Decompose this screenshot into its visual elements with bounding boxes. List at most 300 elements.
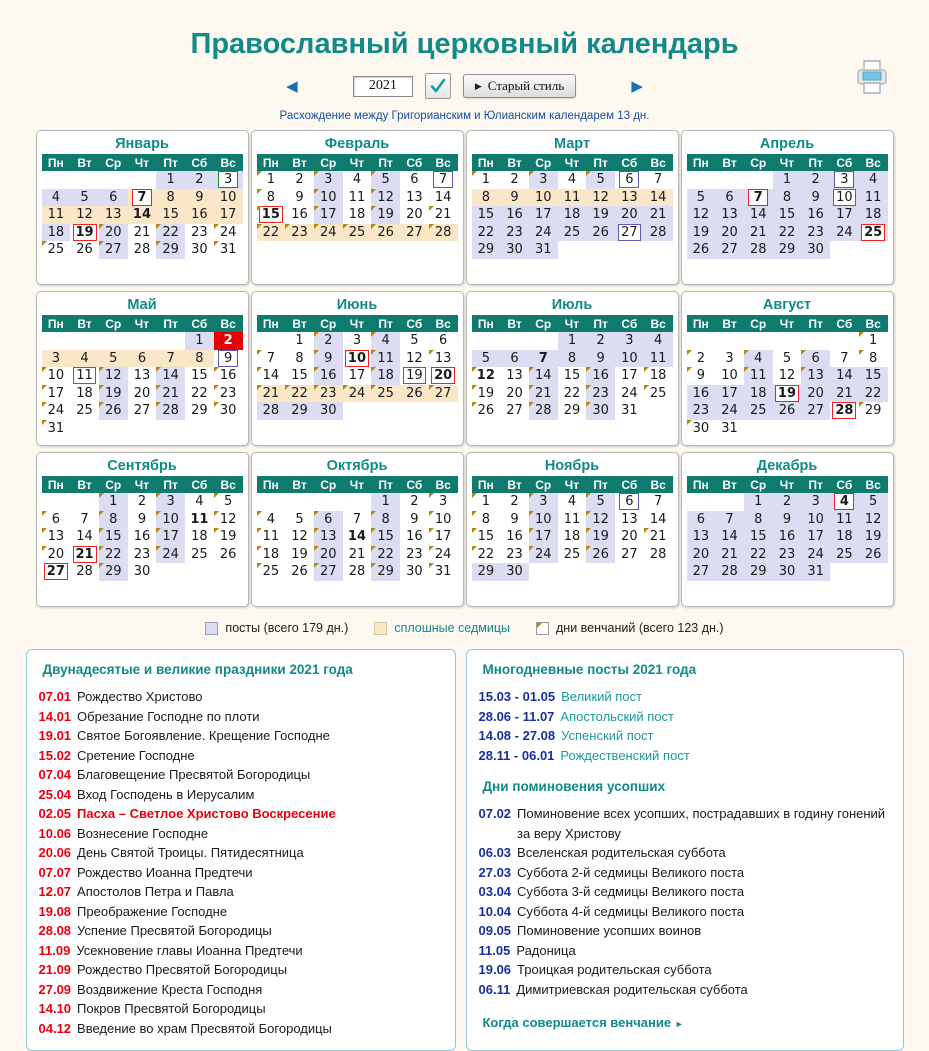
day-cell[interactable]	[801, 206, 830, 224]
day-cell[interactable]	[644, 224, 673, 242]
day-cell[interactable]	[644, 546, 673, 564]
day-cell[interactable]	[558, 402, 587, 420]
day-cell[interactable]	[687, 241, 716, 259]
day-cell[interactable]	[185, 171, 214, 189]
day-cell[interactable]	[285, 224, 314, 242]
day-cell[interactable]	[156, 493, 185, 511]
day-cell[interactable]	[529, 528, 558, 546]
day-cell[interactable]	[285, 546, 314, 564]
day-cell[interactable]	[472, 402, 501, 420]
day-cell[interactable]	[343, 171, 372, 189]
day-cell[interactable]	[371, 385, 400, 403]
day-cell[interactable]	[400, 546, 429, 564]
day-cell[interactable]	[644, 528, 673, 546]
day-cell[interactable]	[801, 563, 830, 581]
day-cell[interactable]	[529, 171, 558, 189]
list-item[interactable]	[39, 960, 443, 980]
list-item[interactable]	[39, 999, 443, 1019]
day-cell[interactable]	[586, 528, 615, 546]
day-cell[interactable]	[472, 171, 501, 189]
day-cell[interactable]	[715, 385, 744, 403]
day-cell[interactable]	[830, 493, 859, 511]
day-cell[interactable]	[128, 241, 157, 259]
day-cell[interactable]	[529, 385, 558, 403]
day-cell[interactable]	[343, 511, 372, 529]
day-cell[interactable]	[586, 493, 615, 511]
day-cell[interactable]	[859, 171, 888, 189]
day-cell[interactable]	[42, 563, 71, 581]
day-cell[interactable]	[257, 563, 286, 581]
day-cell[interactable]	[70, 385, 99, 403]
day-cell[interactable]	[830, 402, 859, 420]
day-cell[interactable]	[285, 332, 314, 350]
day-cell[interactable]	[830, 350, 859, 368]
list-item[interactable]	[39, 687, 443, 707]
list-item[interactable]	[479, 746, 891, 766]
day-cell[interactable]	[257, 528, 286, 546]
day-cell[interactable]	[644, 350, 673, 368]
day-cell[interactable]	[314, 206, 343, 224]
day-cell[interactable]	[744, 563, 773, 581]
day-cell[interactable]	[558, 206, 587, 224]
day-cell[interactable]	[859, 224, 888, 242]
list-item[interactable]	[479, 921, 891, 941]
list-item[interactable]	[39, 902, 443, 922]
day-cell[interactable]	[42, 241, 71, 259]
day-cell[interactable]	[128, 402, 157, 420]
day-cell[interactable]	[644, 493, 673, 511]
list-item[interactable]	[479, 980, 891, 1000]
day-cell[interactable]	[429, 528, 458, 546]
day-cell[interactable]	[859, 546, 888, 564]
day-cell[interactable]	[99, 546, 128, 564]
day-cell[interactable]	[343, 332, 372, 350]
day-cell[interactable]	[314, 528, 343, 546]
day-cell[interactable]	[773, 493, 802, 511]
day-cell[interactable]	[99, 511, 128, 529]
prev-year-button[interactable]: ◀	[286, 77, 298, 95]
day-cell[interactable]	[70, 563, 99, 581]
day-cell[interactable]	[801, 528, 830, 546]
day-cell[interactable]	[285, 528, 314, 546]
day-cell[interactable]	[156, 189, 185, 207]
day-cell[interactable]	[314, 402, 343, 420]
day-cell[interactable]	[314, 367, 343, 385]
day-cell[interactable]	[687, 546, 716, 564]
day-cell[interactable]	[257, 367, 286, 385]
day-cell[interactable]	[128, 528, 157, 546]
day-cell[interactable]	[156, 171, 185, 189]
day-cell[interactable]	[128, 224, 157, 242]
day-cell[interactable]	[558, 367, 587, 385]
day-cell[interactable]	[744, 546, 773, 564]
day-cell[interactable]	[314, 511, 343, 529]
day-cell[interactable]	[99, 528, 128, 546]
day-cell[interactable]	[42, 511, 71, 529]
day-cell[interactable]	[42, 528, 71, 546]
day-cell[interactable]	[185, 367, 214, 385]
day-cell[interactable]	[500, 546, 529, 564]
day-cell[interactable]	[773, 241, 802, 259]
day-cell[interactable]	[529, 511, 558, 529]
list-item[interactable]	[39, 707, 443, 727]
day-cell[interactable]	[830, 546, 859, 564]
day-cell[interactable]	[285, 385, 314, 403]
day-cell[interactable]	[687, 420, 716, 438]
list-item[interactable]	[479, 804, 891, 843]
day-cell[interactable]	[500, 563, 529, 581]
day-cell[interactable]	[214, 402, 243, 420]
day-cell[interactable]	[472, 189, 501, 207]
day-cell[interactable]	[42, 402, 71, 420]
day-cell[interactable]	[285, 402, 314, 420]
day-cell[interactable]	[429, 350, 458, 368]
day-cell[interactable]	[128, 493, 157, 511]
day-cell[interactable]	[214, 171, 243, 189]
day-cell[interactable]	[644, 189, 673, 207]
day-cell[interactable]	[687, 511, 716, 529]
day-cell[interactable]	[472, 224, 501, 242]
wedding-info-link[interactable]	[483, 1015, 891, 1030]
day-cell[interactable]	[644, 332, 673, 350]
day-cell[interactable]	[42, 367, 71, 385]
day-cell[interactable]	[500, 528, 529, 546]
day-cell[interactable]	[801, 171, 830, 189]
day-cell[interactable]	[99, 563, 128, 581]
day-cell[interactable]	[801, 511, 830, 529]
day-cell[interactable]	[156, 528, 185, 546]
day-cell[interactable]	[214, 332, 243, 350]
list-item[interactable]	[479, 882, 891, 902]
day-cell[interactable]	[472, 511, 501, 529]
day-cell[interactable]	[371, 528, 400, 546]
list-item[interactable]	[39, 804, 443, 824]
day-cell[interactable]	[70, 546, 99, 564]
day-cell[interactable]	[257, 206, 286, 224]
list-item[interactable]	[479, 707, 891, 727]
day-cell[interactable]	[185, 546, 214, 564]
day-cell[interactable]	[687, 206, 716, 224]
day-cell[interactable]	[744, 511, 773, 529]
day-cell[interactable]	[42, 350, 71, 368]
day-cell[interactable]	[558, 332, 587, 350]
day-cell[interactable]	[314, 189, 343, 207]
day-cell[interactable]	[615, 189, 644, 207]
day-cell[interactable]	[558, 350, 587, 368]
day-cell[interactable]	[42, 546, 71, 564]
day-cell[interactable]	[801, 493, 830, 511]
day-cell[interactable]	[214, 528, 243, 546]
day-cell[interactable]	[429, 563, 458, 581]
day-cell[interactable]	[371, 493, 400, 511]
day-cell[interactable]	[285, 189, 314, 207]
day-cell[interactable]	[400, 511, 429, 529]
day-cell[interactable]	[558, 511, 587, 529]
day-cell[interactable]	[99, 385, 128, 403]
day-cell[interactable]	[687, 224, 716, 242]
day-cell[interactable]	[859, 493, 888, 511]
day-cell[interactable]	[156, 546, 185, 564]
day-cell[interactable]	[429, 224, 458, 242]
day-cell[interactable]	[343, 563, 372, 581]
list-item[interactable]	[479, 726, 891, 746]
day-cell[interactable]	[859, 189, 888, 207]
day-cell[interactable]	[400, 332, 429, 350]
day-cell[interactable]	[687, 563, 716, 581]
day-cell[interactable]	[128, 350, 157, 368]
old-style-button[interactable]	[463, 74, 576, 98]
day-cell[interactable]	[214, 493, 243, 511]
day-cell[interactable]	[472, 350, 501, 368]
day-cell[interactable]	[500, 367, 529, 385]
list-item[interactable]	[39, 824, 443, 844]
day-cell[interactable]	[801, 224, 830, 242]
day-cell[interactable]	[500, 241, 529, 259]
day-cell[interactable]	[185, 528, 214, 546]
day-cell[interactable]	[801, 367, 830, 385]
day-cell[interactable]	[214, 224, 243, 242]
day-cell[interactable]	[128, 563, 157, 581]
day-cell[interactable]	[615, 402, 644, 420]
day-cell[interactable]	[214, 350, 243, 368]
day-cell[interactable]	[472, 241, 501, 259]
day-cell[interactable]	[214, 206, 243, 224]
list-item[interactable]	[479, 863, 891, 883]
day-cell[interactable]	[429, 332, 458, 350]
day-cell[interactable]	[343, 224, 372, 242]
list-item[interactable]	[39, 1019, 443, 1039]
day-cell[interactable]	[615, 367, 644, 385]
day-cell[interactable]	[586, 546, 615, 564]
day-cell[interactable]	[773, 171, 802, 189]
day-cell[interactable]	[715, 420, 744, 438]
day-cell[interactable]	[529, 350, 558, 368]
day-cell[interactable]	[830, 367, 859, 385]
day-cell[interactable]	[859, 528, 888, 546]
day-cell[interactable]	[472, 493, 501, 511]
apply-year-button[interactable]	[425, 73, 451, 99]
day-cell[interactable]	[500, 402, 529, 420]
day-cell[interactable]	[429, 206, 458, 224]
day-cell[interactable]	[558, 171, 587, 189]
day-cell[interactable]	[99, 493, 128, 511]
day-cell[interactable]	[156, 206, 185, 224]
day-cell[interactable]	[644, 206, 673, 224]
year-input[interactable]	[353, 76, 413, 97]
day-cell[interactable]	[343, 528, 372, 546]
day-cell[interactable]	[400, 189, 429, 207]
day-cell[interactable]	[429, 511, 458, 529]
day-cell[interactable]	[156, 224, 185, 242]
day-cell[interactable]	[42, 189, 71, 207]
day-cell[interactable]	[644, 171, 673, 189]
day-cell[interactable]	[744, 189, 773, 207]
day-cell[interactable]	[285, 350, 314, 368]
day-cell[interactable]	[429, 493, 458, 511]
day-cell[interactable]	[371, 189, 400, 207]
day-cell[interactable]	[529, 241, 558, 259]
day-cell[interactable]	[99, 189, 128, 207]
day-cell[interactable]	[715, 206, 744, 224]
day-cell[interactable]	[586, 224, 615, 242]
day-cell[interactable]	[99, 241, 128, 259]
day-cell[interactable]	[343, 546, 372, 564]
day-cell[interactable]	[257, 546, 286, 564]
day-cell[interactable]	[429, 385, 458, 403]
day-cell[interactable]	[744, 367, 773, 385]
day-cell[interactable]	[371, 224, 400, 242]
day-cell[interactable]	[99, 206, 128, 224]
day-cell[interactable]	[801, 241, 830, 259]
day-cell[interactable]	[744, 241, 773, 259]
day-cell[interactable]	[529, 367, 558, 385]
day-cell[interactable]	[70, 241, 99, 259]
day-cell[interactable]	[830, 511, 859, 529]
day-cell[interactable]	[773, 402, 802, 420]
day-cell[interactable]	[371, 332, 400, 350]
day-cell[interactable]	[185, 224, 214, 242]
day-cell[interactable]	[773, 367, 802, 385]
day-cell[interactable]	[615, 511, 644, 529]
day-cell[interactable]	[99, 402, 128, 420]
day-cell[interactable]	[715, 189, 744, 207]
day-cell[interactable]	[586, 511, 615, 529]
day-cell[interactable]	[744, 224, 773, 242]
day-cell[interactable]	[156, 241, 185, 259]
day-cell[interactable]	[70, 224, 99, 242]
day-cell[interactable]	[801, 402, 830, 420]
list-item[interactable]	[479, 843, 891, 863]
day-cell[interactable]	[830, 206, 859, 224]
day-cell[interactable]	[687, 528, 716, 546]
day-cell[interactable]	[801, 350, 830, 368]
day-cell[interactable]	[859, 402, 888, 420]
list-item[interactable]	[39, 843, 443, 863]
day-cell[interactable]	[214, 367, 243, 385]
day-cell[interactable]	[830, 385, 859, 403]
day-cell[interactable]	[185, 511, 214, 529]
day-cell[interactable]	[500, 189, 529, 207]
day-cell[interactable]	[586, 206, 615, 224]
list-item[interactable]	[39, 882, 443, 902]
day-cell[interactable]	[257, 385, 286, 403]
day-cell[interactable]	[500, 350, 529, 368]
day-cell[interactable]	[801, 385, 830, 403]
day-cell[interactable]	[558, 189, 587, 207]
day-cell[interactable]	[500, 511, 529, 529]
day-cell[interactable]	[500, 385, 529, 403]
day-cell[interactable]	[715, 563, 744, 581]
list-item[interactable]	[39, 980, 443, 1000]
day-cell[interactable]	[830, 528, 859, 546]
day-cell[interactable]	[715, 367, 744, 385]
day-cell[interactable]	[859, 367, 888, 385]
day-cell[interactable]	[400, 350, 429, 368]
day-cell[interactable]	[314, 350, 343, 368]
day-cell[interactable]	[214, 189, 243, 207]
day-cell[interactable]	[773, 350, 802, 368]
day-cell[interactable]	[715, 402, 744, 420]
day-cell[interactable]	[257, 189, 286, 207]
day-cell[interactable]	[586, 350, 615, 368]
day-cell[interactable]	[529, 546, 558, 564]
day-cell[interactable]	[128, 546, 157, 564]
day-cell[interactable]	[400, 367, 429, 385]
day-cell[interactable]	[400, 563, 429, 581]
day-cell[interactable]	[529, 224, 558, 242]
day-cell[interactable]	[859, 350, 888, 368]
day-cell[interactable]	[70, 206, 99, 224]
day-cell[interactable]	[773, 528, 802, 546]
day-cell[interactable]	[343, 367, 372, 385]
day-cell[interactable]	[615, 546, 644, 564]
day-cell[interactable]	[400, 528, 429, 546]
day-cell[interactable]	[156, 385, 185, 403]
day-cell[interactable]	[128, 189, 157, 207]
day-cell[interactable]	[400, 224, 429, 242]
day-cell[interactable]	[615, 385, 644, 403]
day-cell[interactable]	[285, 171, 314, 189]
day-cell[interactable]	[500, 493, 529, 511]
day-cell[interactable]	[859, 511, 888, 529]
day-cell[interactable]	[314, 332, 343, 350]
day-cell[interactable]	[343, 189, 372, 207]
day-cell[interactable]	[70, 402, 99, 420]
day-cell[interactable]	[529, 206, 558, 224]
day-cell[interactable]	[314, 224, 343, 242]
list-item[interactable]	[479, 960, 891, 980]
list-item[interactable]	[479, 687, 891, 707]
day-cell[interactable]	[214, 546, 243, 564]
day-cell[interactable]	[257, 224, 286, 242]
list-item[interactable]	[479, 941, 891, 961]
day-cell[interactable]	[615, 224, 644, 242]
printer-icon[interactable]	[851, 57, 893, 97]
day-cell[interactable]	[42, 206, 71, 224]
day-cell[interactable]	[644, 367, 673, 385]
day-cell[interactable]	[830, 171, 859, 189]
list-item[interactable]	[39, 785, 443, 805]
day-cell[interactable]	[744, 402, 773, 420]
day-cell[interactable]	[429, 171, 458, 189]
day-cell[interactable]	[558, 224, 587, 242]
day-cell[interactable]	[687, 402, 716, 420]
day-cell[interactable]	[744, 385, 773, 403]
day-cell[interactable]	[500, 206, 529, 224]
day-cell[interactable]	[586, 402, 615, 420]
day-cell[interactable]	[801, 189, 830, 207]
day-cell[interactable]	[285, 563, 314, 581]
day-cell[interactable]	[185, 350, 214, 368]
day-cell[interactable]	[773, 385, 802, 403]
day-cell[interactable]	[472, 528, 501, 546]
day-cell[interactable]	[773, 511, 802, 529]
day-cell[interactable]	[472, 206, 501, 224]
day-cell[interactable]	[128, 206, 157, 224]
day-cell[interactable]	[472, 367, 501, 385]
day-cell[interactable]	[529, 402, 558, 420]
day-cell[interactable]	[285, 511, 314, 529]
day-cell[interactable]	[586, 171, 615, 189]
day-cell[interactable]	[529, 189, 558, 207]
day-cell[interactable]	[429, 546, 458, 564]
day-cell[interactable]	[185, 332, 214, 350]
day-cell[interactable]	[128, 367, 157, 385]
day-cell[interactable]	[185, 241, 214, 259]
day-cell[interactable]	[500, 171, 529, 189]
day-cell[interactable]	[185, 385, 214, 403]
day-cell[interactable]	[185, 189, 214, 207]
